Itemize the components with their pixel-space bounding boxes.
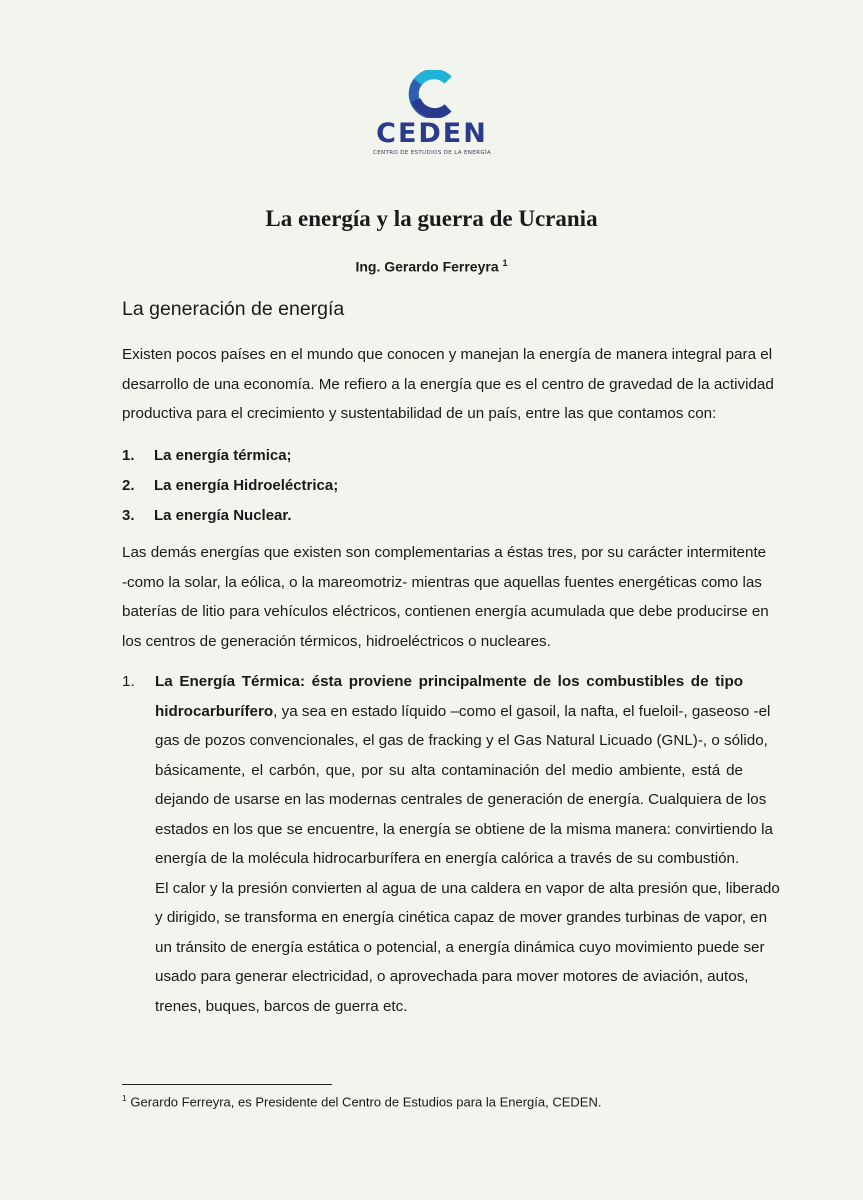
list-number: 3.	[122, 507, 135, 524]
document-title: La energía y la guerra de Ucrania	[265, 206, 598, 231]
section-lead-line	[155, 667, 743, 697]
para-line: baterías de litio para vehículos eléctricos, contienen energía acumulada que debe producirse en	[122, 603, 769, 620]
logo-subtitle: CENTRO DE ESTUDIOS DE LA ENERGÍA	[372, 150, 492, 156]
footnote-divider	[122, 1084, 332, 1085]
intro-line: productiva para el crecimiento y sustentabilidad de un país, entre las que contamos con:	[122, 405, 717, 422]
section-line: usado para generar electricidad, o aprovechada para mover motores de aviación, autos,	[155, 968, 749, 985]
section-line: El calor y la presión convierten al agua de una caldera en vapor de alta presión que, liberado	[155, 879, 780, 897]
section-lead-bold: La Energía Térmica: ésta proviene principalmente de los combustibles de tipo	[155, 673, 743, 690]
intro-paragraph	[122, 340, 774, 429]
list-item	[122, 501, 338, 531]
footnote	[122, 1093, 601, 1109]
author-footnote-ref: 1	[502, 258, 508, 268]
section-line: dejando de usarse en las modernas centrales de generación de energía. Cualquiera de los	[155, 791, 767, 808]
author-name: Ing. Gerardo Ferreyra	[355, 258, 499, 275]
section-line: energía de la molécula hidrocarburífera en energía calórica a través de su combustión.	[155, 850, 740, 867]
logo-wordmark: CEDEN	[376, 118, 488, 149]
energy-list	[122, 441, 338, 531]
list-label: La energía Hidroeléctrica;	[154, 477, 339, 494]
section-line	[155, 697, 771, 727]
para-line: los centros de generación térmicos, hidroeléctricos o nucleares.	[122, 632, 551, 650]
complementary-paragraph	[122, 538, 769, 656]
list-item	[122, 471, 338, 501]
list-number: 2.	[122, 477, 135, 494]
section-heading: La generación de energía	[122, 298, 345, 320]
list-item	[122, 441, 338, 471]
section-number: 1.	[122, 673, 135, 690]
intro-line: Existen pocos países en el mundo que conocen y manejan la energía de manera integral para el	[122, 346, 773, 363]
footnote-ref: 1	[122, 1093, 127, 1103]
section-line: básicamente, el carbón, que, por su alta contaminación del medio ambiente, está de	[155, 761, 743, 779]
para-line: -como la solar, la eólica, o la mareomotriz- mientras que aquellas fuentes energéticas como las	[122, 573, 762, 591]
para-line: Las demás energías que existen son complementarias a éstas tres, por su carácter intermitente	[122, 544, 767, 561]
thermal-energy-section	[155, 667, 780, 1021]
author-line	[0, 258, 863, 275]
list-label: La energía Nuclear.	[154, 507, 292, 524]
section-line: gas de pozos convencionales, el gas de fracking y el Gas Natural Licuado (GNL)-, o sólido,	[155, 732, 768, 749]
section-line-rest: , ya sea en estado líquido –como el gasoil, la nafta, el fueloil-, gaseoso -el	[273, 702, 771, 720]
ceden-logo	[370, 70, 494, 170]
section-lead-bold-2: hidrocarburífero	[155, 702, 274, 720]
section-line: trenes, buques, barcos de guerra etc.	[155, 997, 408, 1015]
list-label: La energía térmica;	[154, 447, 292, 464]
list-number: 1.	[122, 447, 135, 464]
section-line: estados en los que se encuentre, la energía se obtiene de la misma manera: convirtiendo la	[155, 820, 774, 838]
section-line: un tránsito de energía estática o potencial, a energía dinámica cuyo movimiento puede ser	[155, 938, 765, 956]
section-line: y dirigido, se transforma en energía cinética capaz de mover grandes turbinas de vapor, en	[155, 909, 768, 926]
intro-line: desarrollo de una economía. Me refiero a la energía que es el centro de gravedad de la actividad	[122, 375, 774, 393]
ceden-c-icon	[408, 70, 456, 118]
footnote-text: Gerardo Ferreyra, es Presidente del Centro de Estudios para la Energía, CEDEN.	[126, 1094, 602, 1110]
